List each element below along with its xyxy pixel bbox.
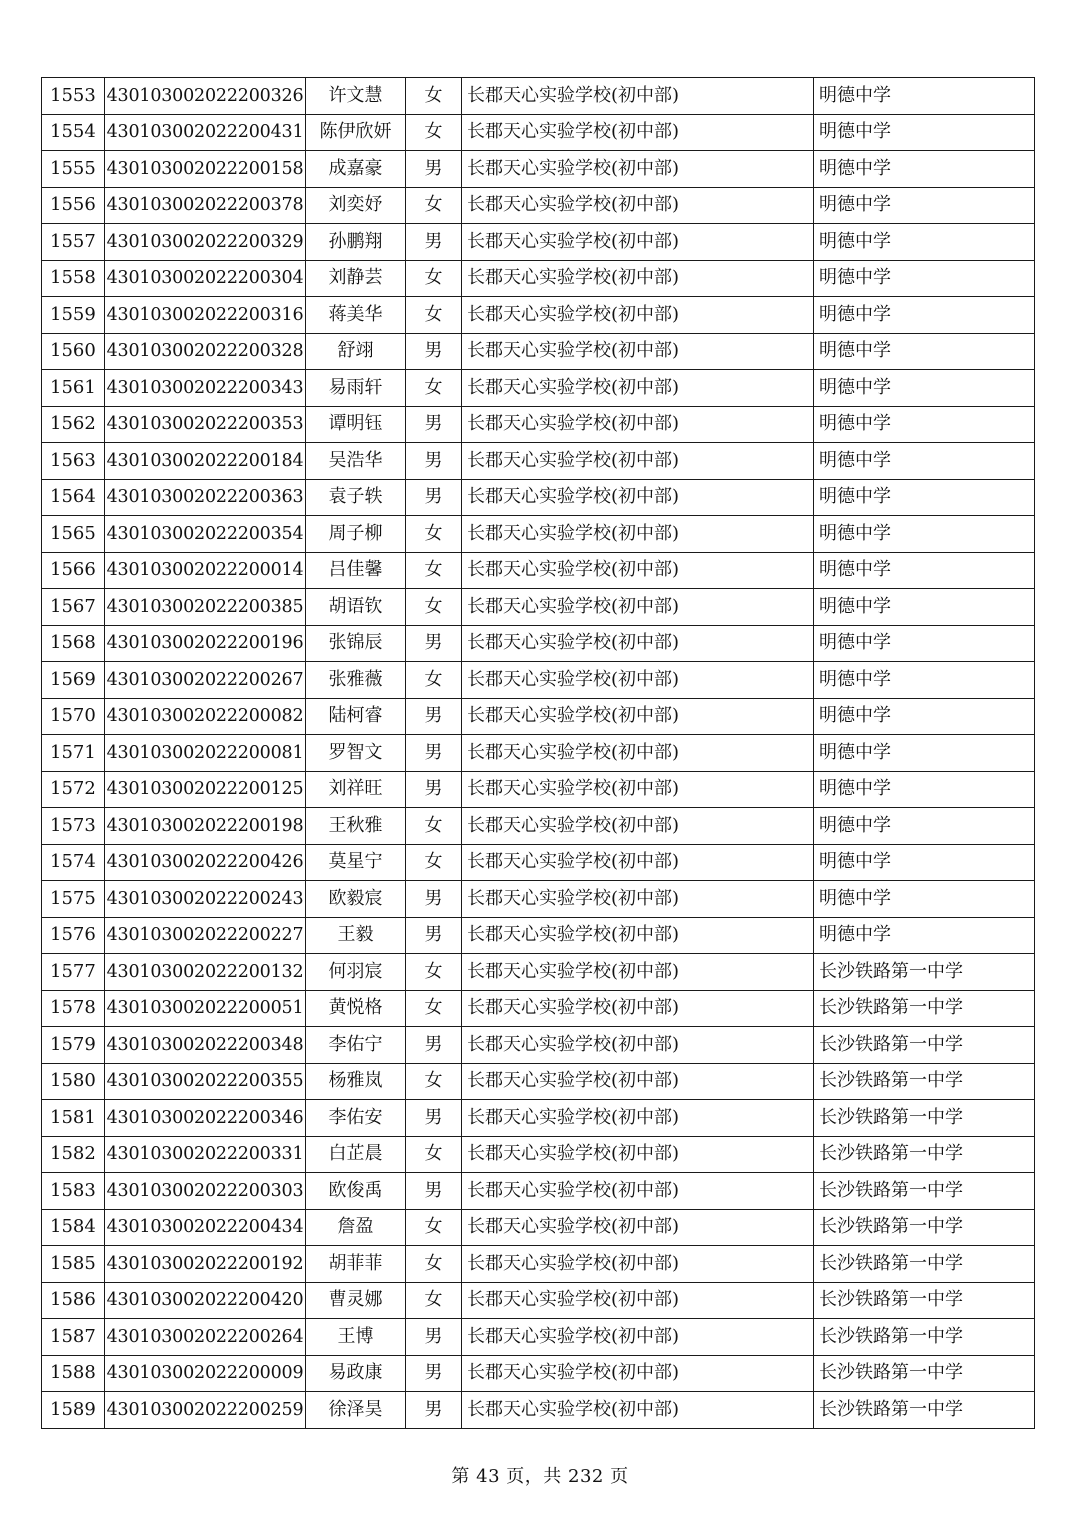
admitted-school-cell: 明德中学 [814, 698, 1035, 735]
exam-id-cell: 430103002022200353 [105, 406, 306, 443]
row-number-cell: 1589 [42, 1392, 105, 1429]
student-name-cell: 胡语钦 [306, 589, 406, 626]
gender-cell: 男 [406, 443, 462, 480]
gender-cell: 男 [406, 735, 462, 772]
table-row [42, 881, 1035, 918]
student-name-cell: 袁子轶 [306, 479, 406, 516]
table-row [42, 1209, 1035, 1246]
origin-school-cell: 长郡天心实验学校(初中部) [462, 917, 814, 954]
origin-school-cell: 长郡天心实验学校(初中部) [462, 260, 814, 297]
gender-cell: 女 [406, 370, 462, 407]
admitted-school-cell: 长沙铁路第一中学 [814, 1355, 1035, 1392]
gender-cell: 男 [406, 917, 462, 954]
admitted-school-cell: 明德中学 [814, 406, 1035, 443]
origin-school-cell: 长郡天心实验学校(初中部) [462, 1136, 814, 1173]
origin-school-cell: 长郡天心实验学校(初中部) [462, 297, 814, 334]
origin-school-cell: 长郡天心实验学校(初中部) [462, 844, 814, 881]
origin-school-cell: 长郡天心实验学校(初中部) [462, 114, 814, 151]
student-name-cell: 罗智文 [306, 735, 406, 772]
gender-cell: 女 [406, 552, 462, 589]
origin-school-cell: 长郡天心实验学校(初中部) [462, 1282, 814, 1319]
admitted-school-cell: 明德中学 [814, 443, 1035, 480]
student-name-cell: 周子柳 [306, 516, 406, 553]
exam-id-cell: 430103002022200014 [105, 552, 306, 589]
exam-id-cell: 430103002022200264 [105, 1319, 306, 1356]
exam-id-cell: 430103002022200326 [105, 78, 306, 115]
student-name-cell: 易政康 [306, 1355, 406, 1392]
exam-id-cell: 430103002022200158 [105, 151, 306, 188]
table-row [42, 552, 1035, 589]
exam-id-cell: 430103002022200431 [105, 114, 306, 151]
gender-cell: 女 [406, 808, 462, 845]
row-number-cell: 1580 [42, 1063, 105, 1100]
admitted-school-cell: 明德中学 [814, 151, 1035, 188]
admitted-school-cell: 长沙铁路第一中学 [814, 1392, 1035, 1429]
table-row [42, 1392, 1035, 1429]
table-row [42, 187, 1035, 224]
gender-cell: 女 [406, 1209, 462, 1246]
row-number-cell: 1564 [42, 479, 105, 516]
origin-school-cell: 长郡天心实验学校(初中部) [462, 516, 814, 553]
exam-id-cell: 430103002022200081 [105, 735, 306, 772]
table-row [42, 516, 1035, 553]
table-row [42, 479, 1035, 516]
table-row [42, 589, 1035, 626]
table-row [42, 1355, 1035, 1392]
exam-id-cell: 430103002022200227 [105, 917, 306, 954]
admitted-school-cell: 明德中学 [814, 808, 1035, 845]
gender-cell: 女 [406, 844, 462, 881]
admitted-school-cell: 明德中学 [814, 552, 1035, 589]
exam-id-cell: 430103002022200355 [105, 1063, 306, 1100]
admitted-school-cell: 长沙铁路第一中学 [814, 954, 1035, 991]
row-number-cell: 1558 [42, 260, 105, 297]
admitted-school-cell: 长沙铁路第一中学 [814, 990, 1035, 1027]
exam-id-cell: 430103002022200378 [105, 187, 306, 224]
row-number-cell: 1587 [42, 1319, 105, 1356]
student-name-cell: 许文慧 [306, 78, 406, 115]
origin-school-cell: 长郡天心实验学校(初中部) [462, 224, 814, 261]
gender-cell: 男 [406, 1355, 462, 1392]
admitted-school-cell: 明德中学 [814, 187, 1035, 224]
row-number-cell: 1575 [42, 881, 105, 918]
student-name-cell: 陈伊欣妍 [306, 114, 406, 151]
gender-cell: 女 [406, 114, 462, 151]
row-number-cell: 1579 [42, 1027, 105, 1064]
gender-cell: 女 [406, 1063, 462, 1100]
admitted-school-cell: 明德中学 [814, 844, 1035, 881]
exam-id-cell: 430103002022200348 [105, 1027, 306, 1064]
gender-cell: 女 [406, 1136, 462, 1173]
student-name-cell: 白芷晨 [306, 1136, 406, 1173]
origin-school-cell: 长郡天心实验学校(初中部) [462, 990, 814, 1027]
exam-id-cell: 430103002022200184 [105, 443, 306, 480]
student-name-cell: 易雨轩 [306, 370, 406, 407]
origin-school-cell: 长郡天心实验学校(初中部) [462, 625, 814, 662]
student-name-cell: 陆柯睿 [306, 698, 406, 735]
origin-school-cell: 长郡天心实验学校(初中部) [462, 1100, 814, 1137]
gender-cell: 男 [406, 1319, 462, 1356]
table-row [42, 990, 1035, 1027]
origin-school-cell: 长郡天心实验学校(初中部) [462, 406, 814, 443]
table-row [42, 662, 1035, 699]
gender-cell: 男 [406, 224, 462, 261]
exam-id-cell: 430103002022200198 [105, 808, 306, 845]
table-row [42, 1246, 1035, 1283]
student-name-cell: 欧俊禹 [306, 1173, 406, 1210]
row-number-cell: 1561 [42, 370, 105, 407]
gender-cell: 女 [406, 589, 462, 626]
gender-cell: 男 [406, 333, 462, 370]
student-name-cell: 李佑宁 [306, 1027, 406, 1064]
table-row [42, 625, 1035, 662]
student-name-cell: 曹灵娜 [306, 1282, 406, 1319]
exam-id-cell: 430103002022200192 [105, 1246, 306, 1283]
origin-school-cell: 长郡天心实验学校(初中部) [462, 1173, 814, 1210]
row-number-cell: 1559 [42, 297, 105, 334]
admitted-school-cell: 明德中学 [814, 589, 1035, 626]
row-number-cell: 1571 [42, 735, 105, 772]
admitted-school-cell: 明德中学 [814, 370, 1035, 407]
student-name-cell: 黄悦格 [306, 990, 406, 1027]
admitted-school-cell: 明德中学 [814, 917, 1035, 954]
origin-school-cell: 长郡天心实验学校(初中部) [462, 662, 814, 699]
admitted-school-cell: 明德中学 [814, 260, 1035, 297]
student-name-cell: 张锦辰 [306, 625, 406, 662]
table-row [42, 917, 1035, 954]
exam-id-cell: 430103002022200009 [105, 1355, 306, 1392]
table-row [42, 735, 1035, 772]
origin-school-cell: 长郡天心实验学校(初中部) [462, 1319, 814, 1356]
origin-school-cell: 长郡天心实验学校(初中部) [462, 771, 814, 808]
exam-id-cell: 430103002022200303 [105, 1173, 306, 1210]
gender-cell: 女 [406, 78, 462, 115]
table-row [42, 1282, 1035, 1319]
table-row [42, 1027, 1035, 1064]
exam-id-cell: 430103002022200259 [105, 1392, 306, 1429]
admitted-school-cell: 明德中学 [814, 881, 1035, 918]
exam-id-cell: 430103002022200316 [105, 297, 306, 334]
exam-id-cell: 430103002022200082 [105, 698, 306, 735]
student-name-cell: 王博 [306, 1319, 406, 1356]
row-number-cell: 1554 [42, 114, 105, 151]
student-name-cell: 刘静芸 [306, 260, 406, 297]
exam-id-cell: 430103002022200426 [105, 844, 306, 881]
student-name-cell: 张雅薇 [306, 662, 406, 699]
student-name-cell: 杨雅岚 [306, 1063, 406, 1100]
gender-cell: 男 [406, 771, 462, 808]
table-row [42, 1173, 1035, 1210]
origin-school-cell: 长郡天心实验学校(初中部) [462, 552, 814, 589]
gender-cell: 女 [406, 187, 462, 224]
admitted-school-cell: 明德中学 [814, 735, 1035, 772]
student-name-cell: 王秋雅 [306, 808, 406, 845]
gender-cell: 女 [406, 297, 462, 334]
row-number-cell: 1586 [42, 1282, 105, 1319]
page-footer: 第 43 页，共 232 页 [451, 1466, 629, 1487]
gender-cell: 女 [406, 1246, 462, 1283]
row-number-cell: 1581 [42, 1100, 105, 1137]
row-number-cell: 1576 [42, 917, 105, 954]
row-number-cell: 1562 [42, 406, 105, 443]
student-name-cell: 舒翊 [306, 333, 406, 370]
row-number-cell: 1584 [42, 1209, 105, 1246]
student-name-cell: 徐泽昊 [306, 1392, 406, 1429]
origin-school-cell: 长郡天心实验学校(初中部) [462, 698, 814, 735]
gender-cell: 女 [406, 1282, 462, 1319]
table-row [42, 224, 1035, 261]
admitted-school-cell: 明德中学 [814, 625, 1035, 662]
table-body [42, 78, 1035, 1429]
origin-school-cell: 长郡天心实验学校(初中部) [462, 151, 814, 188]
admitted-school-cell: 明德中学 [814, 224, 1035, 261]
gender-cell: 女 [406, 260, 462, 297]
table-row [42, 954, 1035, 991]
row-number-cell: 1573 [42, 808, 105, 845]
table-row [42, 443, 1035, 480]
table-row [42, 78, 1035, 115]
gender-cell: 男 [406, 1392, 462, 1429]
row-number-cell: 1583 [42, 1173, 105, 1210]
table-row [42, 297, 1035, 334]
gender-cell: 女 [406, 954, 462, 991]
admitted-school-cell: 明德中学 [814, 333, 1035, 370]
origin-school-cell: 长郡天心实验学校(初中部) [462, 1027, 814, 1064]
exam-id-cell: 430103002022200243 [105, 881, 306, 918]
gender-cell: 男 [406, 1027, 462, 1064]
student-name-cell: 莫星宁 [306, 844, 406, 881]
table-row [42, 114, 1035, 151]
admitted-school-cell: 明德中学 [814, 516, 1035, 553]
origin-school-cell: 长郡天心实验学校(初中部) [462, 1246, 814, 1283]
student-name-cell: 蒋美华 [306, 297, 406, 334]
admitted-school-cell: 明德中学 [814, 114, 1035, 151]
admission-list [41, 77, 1034, 1429]
gender-cell: 男 [406, 1100, 462, 1137]
row-number-cell: 1578 [42, 990, 105, 1027]
table-row [42, 1136, 1035, 1173]
row-number-cell: 1588 [42, 1355, 105, 1392]
admitted-school-cell: 明德中学 [814, 479, 1035, 516]
table-row [42, 333, 1035, 370]
origin-school-cell: 长郡天心实验学校(初中部) [462, 370, 814, 407]
table-row [42, 406, 1035, 443]
gender-cell: 男 [406, 625, 462, 662]
row-number-cell: 1567 [42, 589, 105, 626]
row-number-cell: 1572 [42, 771, 105, 808]
row-number-cell: 1585 [42, 1246, 105, 1283]
exam-id-cell: 430103002022200346 [105, 1100, 306, 1137]
row-number-cell: 1553 [42, 78, 105, 115]
row-number-cell: 1582 [42, 1136, 105, 1173]
exam-id-cell: 430103002022200343 [105, 370, 306, 407]
student-name-cell: 欧毅宸 [306, 881, 406, 918]
student-name-cell: 胡菲菲 [306, 1246, 406, 1283]
origin-school-cell: 长郡天心实验学校(初中部) [462, 187, 814, 224]
exam-id-cell: 430103002022200385 [105, 589, 306, 626]
row-number-cell: 1560 [42, 333, 105, 370]
gender-cell: 男 [406, 151, 462, 188]
admission-table [41, 77, 1035, 1429]
row-number-cell: 1565 [42, 516, 105, 553]
student-name-cell: 刘祥旺 [306, 771, 406, 808]
exam-id-cell: 430103002022200132 [105, 954, 306, 991]
row-number-cell: 1557 [42, 224, 105, 261]
table-row [42, 1319, 1035, 1356]
student-name-cell: 王毅 [306, 917, 406, 954]
origin-school-cell: 长郡天心实验学校(初中部) [462, 1209, 814, 1246]
row-number-cell: 1556 [42, 187, 105, 224]
table-row [42, 1100, 1035, 1137]
origin-school-cell: 长郡天心实验学校(初中部) [462, 78, 814, 115]
exam-id-cell: 430103002022200363 [105, 479, 306, 516]
row-number-cell: 1569 [42, 662, 105, 699]
exam-id-cell: 430103002022200329 [105, 224, 306, 261]
exam-id-cell: 430103002022200420 [105, 1282, 306, 1319]
admitted-school-cell: 长沙铁路第一中学 [814, 1173, 1035, 1210]
row-number-cell: 1555 [42, 151, 105, 188]
admitted-school-cell: 长沙铁路第一中学 [814, 1282, 1035, 1319]
row-number-cell: 1563 [42, 443, 105, 480]
gender-cell: 男 [406, 881, 462, 918]
student-name-cell: 谭明钰 [306, 406, 406, 443]
student-name-cell: 李佑安 [306, 1100, 406, 1137]
origin-school-cell: 长郡天心实验学校(初中部) [462, 808, 814, 845]
row-number-cell: 1568 [42, 625, 105, 662]
student-name-cell: 吕佳馨 [306, 552, 406, 589]
student-name-cell: 詹盈 [306, 1209, 406, 1246]
table-row [42, 771, 1035, 808]
row-number-cell: 1574 [42, 844, 105, 881]
gender-cell: 女 [406, 990, 462, 1027]
table-row [42, 1063, 1035, 1100]
student-name-cell: 孙鹏翔 [306, 224, 406, 261]
admitted-school-cell: 长沙铁路第一中学 [814, 1027, 1035, 1064]
admitted-school-cell: 长沙铁路第一中学 [814, 1063, 1035, 1100]
origin-school-cell: 长郡天心实验学校(初中部) [462, 954, 814, 991]
gender-cell: 男 [406, 1173, 462, 1210]
admitted-school-cell: 明德中学 [814, 78, 1035, 115]
exam-id-cell: 430103002022200331 [105, 1136, 306, 1173]
exam-id-cell: 430103002022200328 [105, 333, 306, 370]
exam-id-cell: 430103002022200354 [105, 516, 306, 553]
student-name-cell: 何羽宸 [306, 954, 406, 991]
gender-cell: 男 [406, 698, 462, 735]
table-row [42, 844, 1035, 881]
exam-id-cell: 430103002022200434 [105, 1209, 306, 1246]
admitted-school-cell: 长沙铁路第一中学 [814, 1100, 1035, 1137]
origin-school-cell: 长郡天心实验学校(初中部) [462, 881, 814, 918]
row-number-cell: 1566 [42, 552, 105, 589]
admitted-school-cell: 长沙铁路第一中学 [814, 1209, 1035, 1246]
admitted-school-cell: 长沙铁路第一中学 [814, 1319, 1035, 1356]
exam-id-cell: 430103002022200196 [105, 625, 306, 662]
exam-id-cell: 430103002022200304 [105, 260, 306, 297]
gender-cell: 女 [406, 662, 462, 699]
student-name-cell: 吴浩华 [306, 443, 406, 480]
admitted-school-cell: 明德中学 [814, 662, 1035, 699]
exam-id-cell: 430103002022200125 [105, 771, 306, 808]
row-number-cell: 1577 [42, 954, 105, 991]
table-row [42, 260, 1035, 297]
origin-school-cell: 长郡天心实验学校(初中部) [462, 333, 814, 370]
student-name-cell: 成嘉豪 [306, 151, 406, 188]
origin-school-cell: 长郡天心实验学校(初中部) [462, 1392, 814, 1429]
table-row [42, 151, 1035, 188]
origin-school-cell: 长郡天心实验学校(初中部) [462, 589, 814, 626]
exam-id-cell: 430103002022200051 [105, 990, 306, 1027]
origin-school-cell: 长郡天心实验学校(初中部) [462, 1063, 814, 1100]
origin-school-cell: 长郡天心实验学校(初中部) [462, 443, 814, 480]
table-row [42, 370, 1035, 407]
admitted-school-cell: 明德中学 [814, 297, 1035, 334]
gender-cell: 男 [406, 479, 462, 516]
student-name-cell: 刘奕妤 [306, 187, 406, 224]
origin-school-cell: 长郡天心实验学校(初中部) [462, 1355, 814, 1392]
admitted-school-cell: 长沙铁路第一中学 [814, 1136, 1035, 1173]
exam-id-cell: 430103002022200267 [105, 662, 306, 699]
table-row [42, 808, 1035, 845]
table-row [42, 698, 1035, 735]
gender-cell: 男 [406, 406, 462, 443]
admitted-school-cell: 长沙铁路第一中学 [814, 1246, 1035, 1283]
origin-school-cell: 长郡天心实验学校(初中部) [462, 735, 814, 772]
admitted-school-cell: 明德中学 [814, 771, 1035, 808]
gender-cell: 女 [406, 516, 462, 553]
origin-school-cell: 长郡天心实验学校(初中部) [462, 479, 814, 516]
row-number-cell: 1570 [42, 698, 105, 735]
